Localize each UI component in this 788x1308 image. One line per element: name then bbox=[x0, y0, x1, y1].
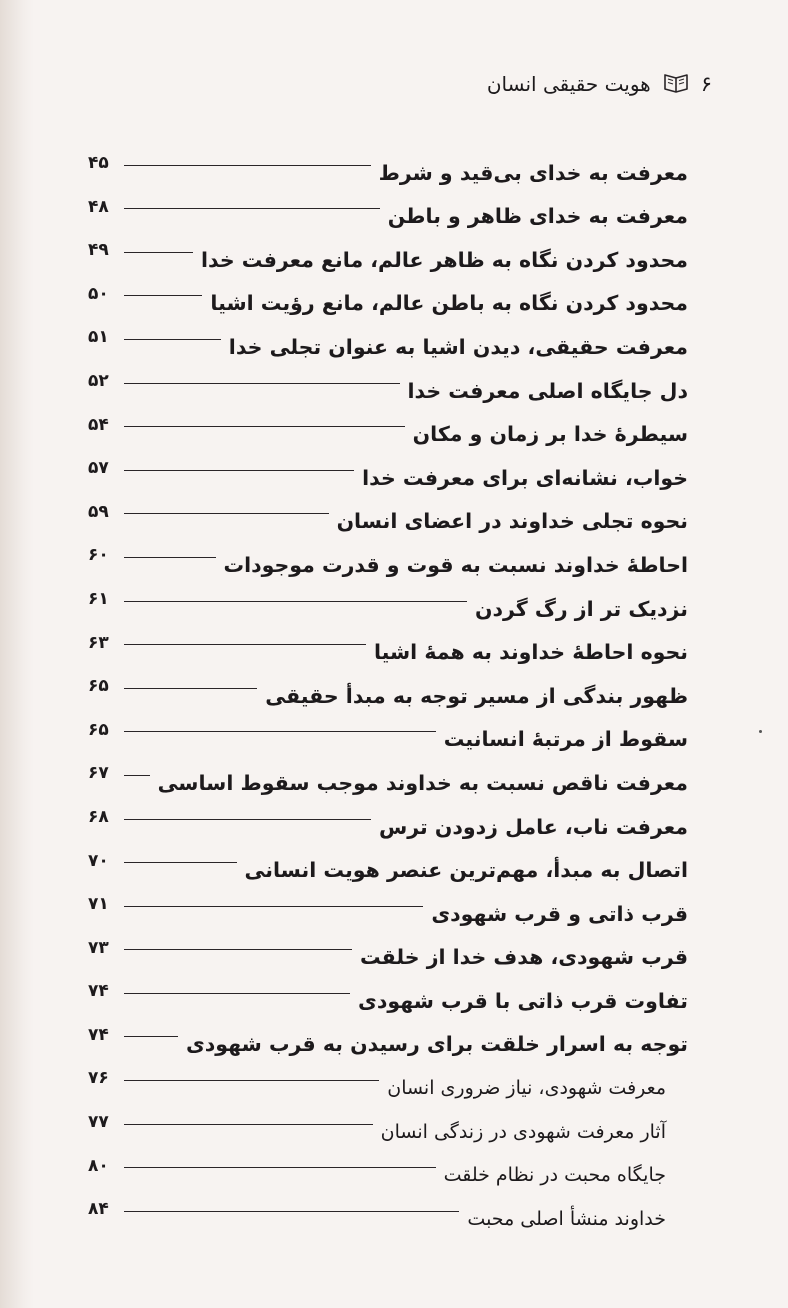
toc-entry-page: ۸۴ bbox=[88, 1199, 109, 1220]
toc-entry-title: نحوه تجلی خداوند در اعضای انسان bbox=[336, 509, 688, 534]
page-edge-shadow bbox=[0, 0, 34, 1308]
ink-speck bbox=[759, 730, 762, 733]
toc-entry bbox=[88, 758, 688, 802]
toc-leader-line bbox=[124, 383, 400, 384]
toc-entry-page: ۶۷ bbox=[88, 763, 109, 784]
toc-entry-page: ۶۵ bbox=[88, 676, 109, 697]
toc-entry bbox=[88, 846, 688, 890]
toc-entry-page: ۶۳ bbox=[88, 632, 109, 653]
toc-entry-title: دل جایگاه اصلی معرفت خدا bbox=[407, 378, 688, 403]
toc-leader-line bbox=[124, 513, 329, 514]
toc-leader-line bbox=[124, 252, 193, 253]
book-icon bbox=[663, 74, 689, 94]
toc-entry-page: ۸۰ bbox=[88, 1155, 109, 1176]
toc-entry bbox=[88, 410, 688, 454]
toc-leader-line bbox=[124, 1167, 436, 1168]
toc-entry-page: ۷۷ bbox=[88, 1112, 109, 1133]
toc-entry-title: ظهور بندگی از مسیر توجه به مبدأ حقیقی bbox=[265, 683, 688, 708]
toc-entry-page: ۷۴ bbox=[88, 1024, 109, 1045]
toc-entry bbox=[88, 802, 688, 846]
toc-entry bbox=[88, 584, 688, 628]
toc-entry-title: سیطرهٔ خدا بر زمان و مکان bbox=[412, 422, 688, 447]
toc-entry-page: ۷۳ bbox=[88, 937, 109, 958]
toc-entry bbox=[88, 1020, 688, 1064]
toc-leader-line bbox=[124, 165, 371, 166]
toc-entry bbox=[88, 540, 688, 584]
toc-entry bbox=[88, 628, 688, 672]
toc-entry-page: ۷۱ bbox=[88, 894, 109, 915]
toc-entry-title: معرفت شهودی، نیاز ضروری انسان bbox=[387, 1077, 666, 1100]
toc-leader-line bbox=[124, 1211, 459, 1212]
toc-entry-title: نحوه احاطهٔ خداوند به همهٔ اشیا bbox=[373, 640, 688, 665]
toc-entry-page: ۵۹ bbox=[88, 501, 109, 522]
toc-entry-page: ۷۴ bbox=[88, 981, 109, 1002]
toc-entry bbox=[88, 366, 688, 410]
toc-entry-title: اتصال به مبدأ، مهم‌ترین عنصر هویت انسانی bbox=[244, 858, 688, 883]
toc-entry-title: معرفت ناقص نسبت به خداوند موجب سقوط اساسی bbox=[157, 770, 688, 795]
page-header bbox=[487, 72, 712, 96]
page-number: ۶ bbox=[700, 72, 712, 96]
toc-entry-page: ۶۰ bbox=[88, 545, 109, 566]
toc-entry-title: توجه به اسرار خلقت برای رسیدن به قرب شهودی bbox=[185, 1032, 688, 1057]
toc-leader-line bbox=[124, 208, 380, 209]
toc-entry bbox=[88, 976, 688, 1020]
toc-entry-page: ۵۱ bbox=[88, 327, 109, 348]
toc-leader-line bbox=[124, 949, 352, 950]
toc-entry bbox=[88, 1194, 688, 1238]
toc-leader-line bbox=[124, 775, 150, 776]
toc-leader-line bbox=[124, 993, 350, 994]
toc-entry bbox=[88, 933, 688, 977]
toc-entry bbox=[88, 1107, 688, 1151]
toc-entry-title: خواب، نشانه‌ای برای معرفت خدا bbox=[362, 465, 688, 490]
toc-leader-line bbox=[124, 295, 202, 296]
toc-entry-page: ۵۰ bbox=[88, 283, 109, 304]
toc-leader-line bbox=[124, 1036, 178, 1037]
toc-leader-line bbox=[124, 819, 371, 820]
toc-entry-title: نزدیک تر از رگ گردن bbox=[475, 596, 688, 621]
toc-leader-line bbox=[124, 906, 423, 907]
book-title: هویت حقیقی انسان bbox=[486, 72, 651, 96]
toc-leader-line bbox=[124, 1124, 373, 1125]
toc-leader-line bbox=[124, 470, 354, 471]
table-of-contents bbox=[88, 148, 688, 1238]
toc-entry-page: ۵۲ bbox=[88, 370, 109, 391]
toc-entry-page: ۴۹ bbox=[88, 240, 109, 261]
toc-entry bbox=[88, 1063, 688, 1107]
toc-entry-page: ۴۸ bbox=[88, 196, 109, 217]
toc-entry bbox=[88, 671, 688, 715]
toc-entry-title: جایگاه محبت در نظام خلقت bbox=[443, 1164, 666, 1187]
toc-leader-line bbox=[124, 426, 405, 427]
toc-entry bbox=[88, 453, 688, 497]
toc-leader-line bbox=[124, 731, 436, 732]
toc-entry bbox=[88, 1151, 688, 1195]
toc-entry-page: ۵۷ bbox=[88, 458, 109, 479]
toc-entry-page: ۴۵ bbox=[88, 153, 109, 173]
toc-entry-title: قرب شهودی، هدف خدا از خلقت bbox=[359, 945, 688, 970]
toc-entry-page: ۵۴ bbox=[88, 414, 109, 435]
toc-leader-line bbox=[124, 601, 467, 602]
toc-leader-line bbox=[124, 862, 237, 863]
toc-entry-page: ۷۰ bbox=[88, 850, 109, 871]
toc-entry-title: قرب ذاتی و قرب شهودی bbox=[431, 901, 688, 926]
toc-entry-page: ۶۱ bbox=[88, 588, 109, 609]
toc-entry bbox=[88, 192, 688, 236]
toc-entry bbox=[88, 148, 688, 192]
toc-entry bbox=[88, 889, 688, 933]
toc-entry-title: آثار معرفت شهودی در زندگی انسان bbox=[380, 1120, 666, 1143]
toc-entry-title: احاطهٔ خداوند نسبت به قوت و قدرت موجودات bbox=[223, 552, 688, 577]
toc-entry-title: معرفت ناب، عامل زدودن ترس bbox=[379, 814, 688, 839]
toc-leader-line bbox=[124, 688, 257, 689]
toc-leader-line bbox=[124, 557, 216, 558]
toc-entry bbox=[88, 279, 688, 323]
toc-entry bbox=[88, 497, 688, 541]
toc-entry-page: ۶۵ bbox=[88, 719, 109, 740]
toc-entry-title: محدود کردن نگاه به ظاهر عالم، مانع معرفت خدا bbox=[200, 247, 688, 272]
toc-entry-title: معرفت حقیقی، دیدن اشیا به عنوان تجلی خدا bbox=[228, 334, 688, 359]
toc-entry-title: خداوند منشأ اصلی محبت bbox=[467, 1207, 666, 1230]
toc-leader-line bbox=[124, 339, 221, 340]
toc-entry-title: معرفت به خدای ظاهر و باطن bbox=[387, 204, 688, 229]
toc-leader-line bbox=[124, 644, 366, 645]
toc-entry-title: تفاوت قرب ذاتی با قرب شهودی bbox=[358, 988, 688, 1013]
toc-entry-title: معرفت به خدای بی‌قید و شرط bbox=[378, 160, 688, 185]
toc-entry bbox=[88, 322, 688, 366]
toc-entry-title: سقوط از مرتبهٔ انسانیت bbox=[443, 727, 688, 752]
toc-entry bbox=[88, 235, 688, 279]
toc-entry-page: ۷۶ bbox=[88, 1068, 109, 1089]
toc-entry-title: محدود کردن نگاه به باطن عالم، مانع رؤیت اشیا bbox=[210, 291, 688, 316]
toc-entry bbox=[88, 715, 688, 759]
toc-entry-page: ۶۸ bbox=[88, 806, 109, 827]
toc-leader-line bbox=[124, 1080, 379, 1081]
